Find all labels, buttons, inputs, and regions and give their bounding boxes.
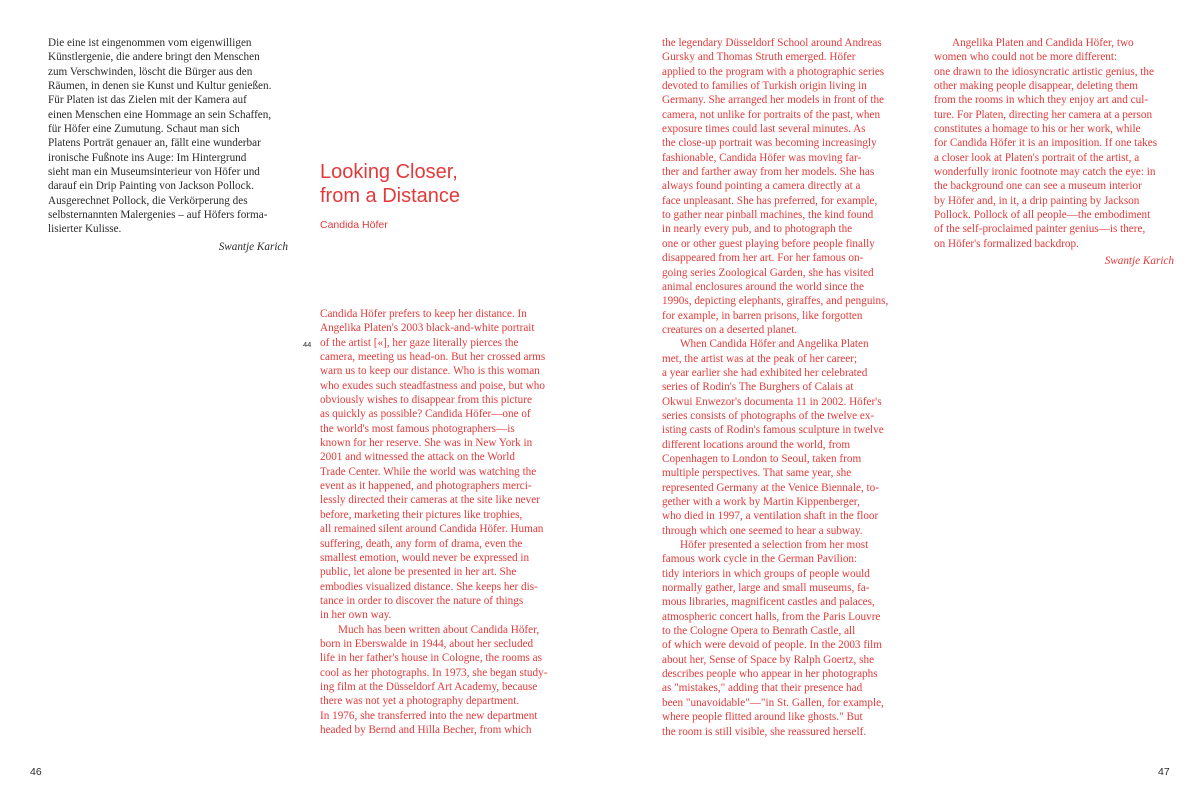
article-author: Candida Höfer	[320, 219, 388, 231]
german-paragraph: Die eine ist eingenommen vom eigenwilligen Künstlergenie, die andere bringt den Menschen zum Verschwinden, löscht die Bürger aus den Räumen, in denen sie Kunst und Kultur genießen. Für Platen ist das Zielen mit der Kamera auf einen Menschen eine Hommage an sein Schaffen, für Höfer eine Zumutung. Schaut man sich Platens Porträt genauer an, fällt eine wunderbar ironische Fußnote ins Auge: Im Hintergrund sieht man ein Museumsinterieur von Höfer und darauf ein Drip Painting von Jackson Pollock. Ausgerechnet Pollock, die Verkörperung des selbsternannten Malergenies – auf Höfers forma- lisierter Kulisse.	[48, 37, 272, 236]
image-page-reference: 44	[303, 340, 312, 349]
paragraph: Angelika Platen and Candida Höfer, two women who could not be more different: one drawn to the idiosyncratic artistic genius, the other making people disappear, deleting them from the rooms in which they enjoy art and cul- ture. For Platen, directing her camera at a person constitutes a homage to his or her work, while for Candida Höfer it is an imposition. If one takes a closer look at Platen's portrait of the artist, a wonderfully ironic footnote may catch the eye: in the background one can see a museum interior by Höfer and, in it, a drip painting by Jackson Pollock. Pollock of all people—the embodiment of the self-proclaimed painter genius—is there, on Höfer's formalized backdrop.	[934, 37, 1158, 250]
signature: Swantje Karich	[218, 240, 288, 253]
paragraph: When Candida Höfer and Angelika Platen met, the artist was at the peak of her career; a year earlier she had exhibited her celebrated series of Rodin's The Burghers of Calais at Okwui Enwezor's documenta 11 in 2002. Höfer's series consists of photographs of the twelve ex- isting casts of Rodin's famous sculpture in twelve different locations around the world, from Copenhagen to London to Seoul, taken from multiple perspectives. That same year, she represented Germany at the Venice Biennale, to- gether with a work by Martin Kippenberger, who died in 1997, a ventilation shaft in the floor through which one seemed to hear a subway.	[662, 338, 884, 537]
paragraph: the legendary Düsseldorf School around Andreas Gursky and Thomas Struth emerged. Höfer applied to the program with a photographic series devoted to families of Turkish origin living in Germany. She arranged her models in front of the camera, not unlike for portraits of the past, when exposure times could last several minutes. As the close-up portrait was becoming increasingly fashionable, Candida Höfer was moving far- ther and farther away from her models. She has always found pointing a camera directly at a face unpleasant. She has preferred, for example, to gather near pinball machines, the kind found in nearly every pub, and to photograph the one or other guest playing before people finally disappeared from her art. For her famous on- going series Zoological Garden, she has visited animal enclosures around the world since the 1990s, depicting elephants, giraffes, and penguins, for example, in barren prisons, like forgotten creatures on a deserted planet.	[662, 37, 889, 336]
paragraph: Candida Höfer prefers to keep her distance. In Angelika Platen's 2003 black-and-white portrait of the artist [«], her gaze literally pierces the camera, meeting us head-on. But her crossed arms warn us to keep our distance. Who is this woman who exudes such steadfastness and poise, but who obviously wishes to disappear from this picture as quickly as possible? Candida Höfer—one of the world's most famous photographers—is known for her reserve. She was in New York in 2001 and witnessed the attack on the World Trade Center. While the world was watching the event as it happened, and photographers merci- lessly directed their cameras at the site like never before, marketing their pictures like trophies, all remained silent around Candida Höfer. Human suffering, death, any form of drama, even the smallest emotion, would never be expressed in public, let alone be presented in her art. She embodies visualized distance. She keeps her dis- tance in order to discover the nature of things in her own way.	[320, 308, 546, 622]
english-text-column-1	[320, 307, 564, 737]
paragraph: Much has been written about Candida Höfer, born in Eberswalde in 1944, about her secluded life in her father's house in Cologne, the rooms as cool as her photographs. In 1973, she began study- ing film at the Düsseldorf Art Academy, because there was not yet a photography department. In 1976, she transferred into the new department headed by Bernd and Hilla Becher, from which	[320, 623, 548, 736]
paragraph: Höfer presented a selection from her most famous work cycle in the German Pavilion: tidy interiors in which groups of people would normally gather, large and small museums, fa- mous libraries, magnificent castles and palaces, atmospheric concert halls, from the Paris Louvre to the Cologne Opera to Benrath Castle, all of which were devoid of people. In the 2003 film about her, Sense of Space by Ralph Goertz, she describes people who appear in her photographs as "mistakes," adding that their presence had been "unavoidable"—"in St. Gallen, for example, where people flitted around like ghosts." But the room is still visible, she reassured herself.	[662, 539, 884, 738]
german-text-column	[48, 36, 288, 254]
article-header	[320, 160, 540, 231]
signature: Swantje Karich	[1104, 255, 1174, 268]
page-number-right: 47	[1158, 766, 1170, 778]
english-text-column-2	[662, 36, 902, 739]
english-text-column-3	[934, 36, 1174, 269]
page-number-left: 46	[30, 766, 42, 778]
article-title: Looking Closer, from a Distance	[320, 161, 461, 207]
